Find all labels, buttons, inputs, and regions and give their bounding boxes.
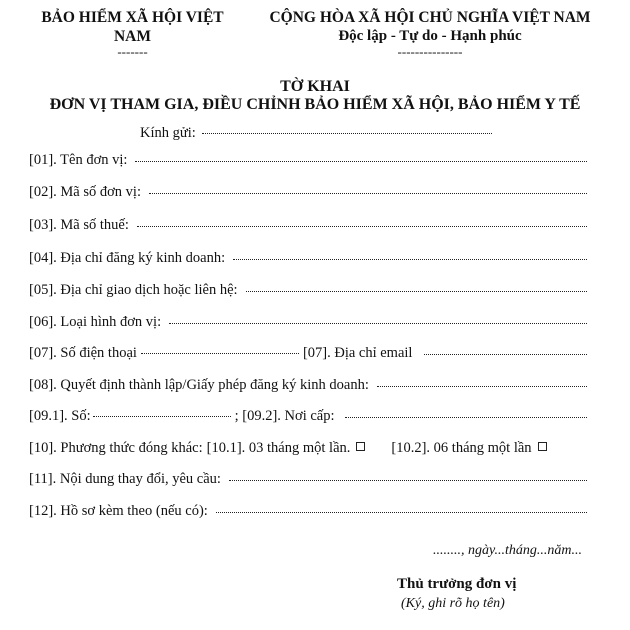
business-address-input[interactable]: [233, 258, 587, 260]
field-label: [07]. Số điện thoại: [29, 345, 137, 361]
field-label: [02]. Mã số đơn vị:: [29, 184, 141, 200]
field-label: [09.1]. Số:: [29, 408, 91, 424]
national-motto: [255, 8, 605, 58]
field-label: [05]. Địa chỉ giao dịch hoặc liên hệ:: [29, 282, 238, 298]
field-unit-type: [29, 314, 587, 334]
change-content-input[interactable]: [229, 479, 587, 481]
field-label: [01]. Tên đơn vị:: [29, 152, 128, 168]
checkbox-3-months[interactable]: [356, 442, 365, 451]
field-unit-code: [29, 184, 587, 204]
field-label: [07]. Địa chỉ email: [302, 345, 413, 361]
field-label: [08]. Quyết định thành lập/Giấy phép đăng ký kinh doanh:: [29, 377, 369, 393]
issuing-place-input[interactable]: [345, 416, 587, 418]
signer-note: (Ký, ghi rõ họ tên): [401, 596, 505, 611]
form-title: TỜ KHAI: [280, 78, 350, 95]
field-change-content: [29, 471, 587, 491]
field-phone-email: [29, 345, 587, 365]
unit-type-input[interactable]: [169, 322, 587, 324]
unit-code-input[interactable]: [149, 192, 587, 194]
license-number-input[interactable]: [93, 415, 231, 417]
establishment-decision-input[interactable]: [377, 385, 587, 387]
field-payment-method: [29, 440, 587, 460]
field-contact-address: [29, 282, 587, 302]
contact-address-input[interactable]: [246, 290, 587, 292]
email-input[interactable]: [424, 353, 587, 355]
field-unit-name: [29, 152, 587, 172]
recipient-input[interactable]: [202, 132, 492, 134]
country-name: CỘNG HÒA XÃ HỘI CHỦ NGHĨA VIỆT NAM: [269, 9, 591, 26]
phone-input[interactable]: [141, 352, 299, 354]
agency-divider: -------: [117, 44, 148, 59]
agency-name-line2: NAM: [113, 28, 152, 45]
field-label: [04]. Địa chỉ đăng ký kinh doanh:: [29, 250, 226, 266]
attachments-input[interactable]: [216, 511, 587, 513]
recipient-row: [140, 125, 492, 142]
motto-divider: ---------------: [397, 44, 463, 59]
signer-title: Thủ trưởng đơn vị: [397, 576, 517, 592]
field-label: [12]. Hồ sơ kèm theo (nếu có):: [29, 503, 208, 519]
recipient-label: Kính gửi:: [140, 125, 196, 141]
agency-name-line1: BẢO HIỂM XÃ HỘI VIỆT: [41, 9, 224, 26]
field-establishment-decision: [29, 377, 587, 397]
field-label: [10]. Phương thức đóng khác:: [29, 440, 203, 456]
field-license-number: [29, 408, 587, 428]
tax-code-input[interactable]: [137, 225, 587, 227]
checkbox-6-months[interactable]: [538, 442, 547, 451]
agency-name: [30, 8, 235, 58]
field-tax-code: [29, 217, 587, 237]
field-label: [11]. Nội dung thay đổi, yêu cầu:: [29, 471, 221, 487]
field-label: ; [09.2]. Nơi cấp:: [234, 408, 335, 424]
date-line: ........, ngày...tháng...năm...: [433, 543, 582, 558]
form-subtitle: ĐƠN VỊ THAM GIA, ĐIỀU CHỈNH BẢO HIỂM XÃ HỘI, BẢO HIỂM Y TẾ: [49, 96, 581, 113]
unit-name-input[interactable]: [135, 160, 587, 162]
field-label: [06]. Loại hình đơn vị:: [29, 314, 162, 330]
option-label: [10.2]. 06 tháng một lần: [391, 440, 532, 456]
field-attachments: [29, 503, 587, 523]
field-business-address: [29, 250, 587, 270]
field-label: [03]. Mã số thuế:: [29, 217, 129, 233]
motto: Độc lập - Tự do - Hạnh phúc: [338, 28, 522, 44]
option-label: [10.1]. 03 tháng một lần.: [206, 440, 351, 456]
